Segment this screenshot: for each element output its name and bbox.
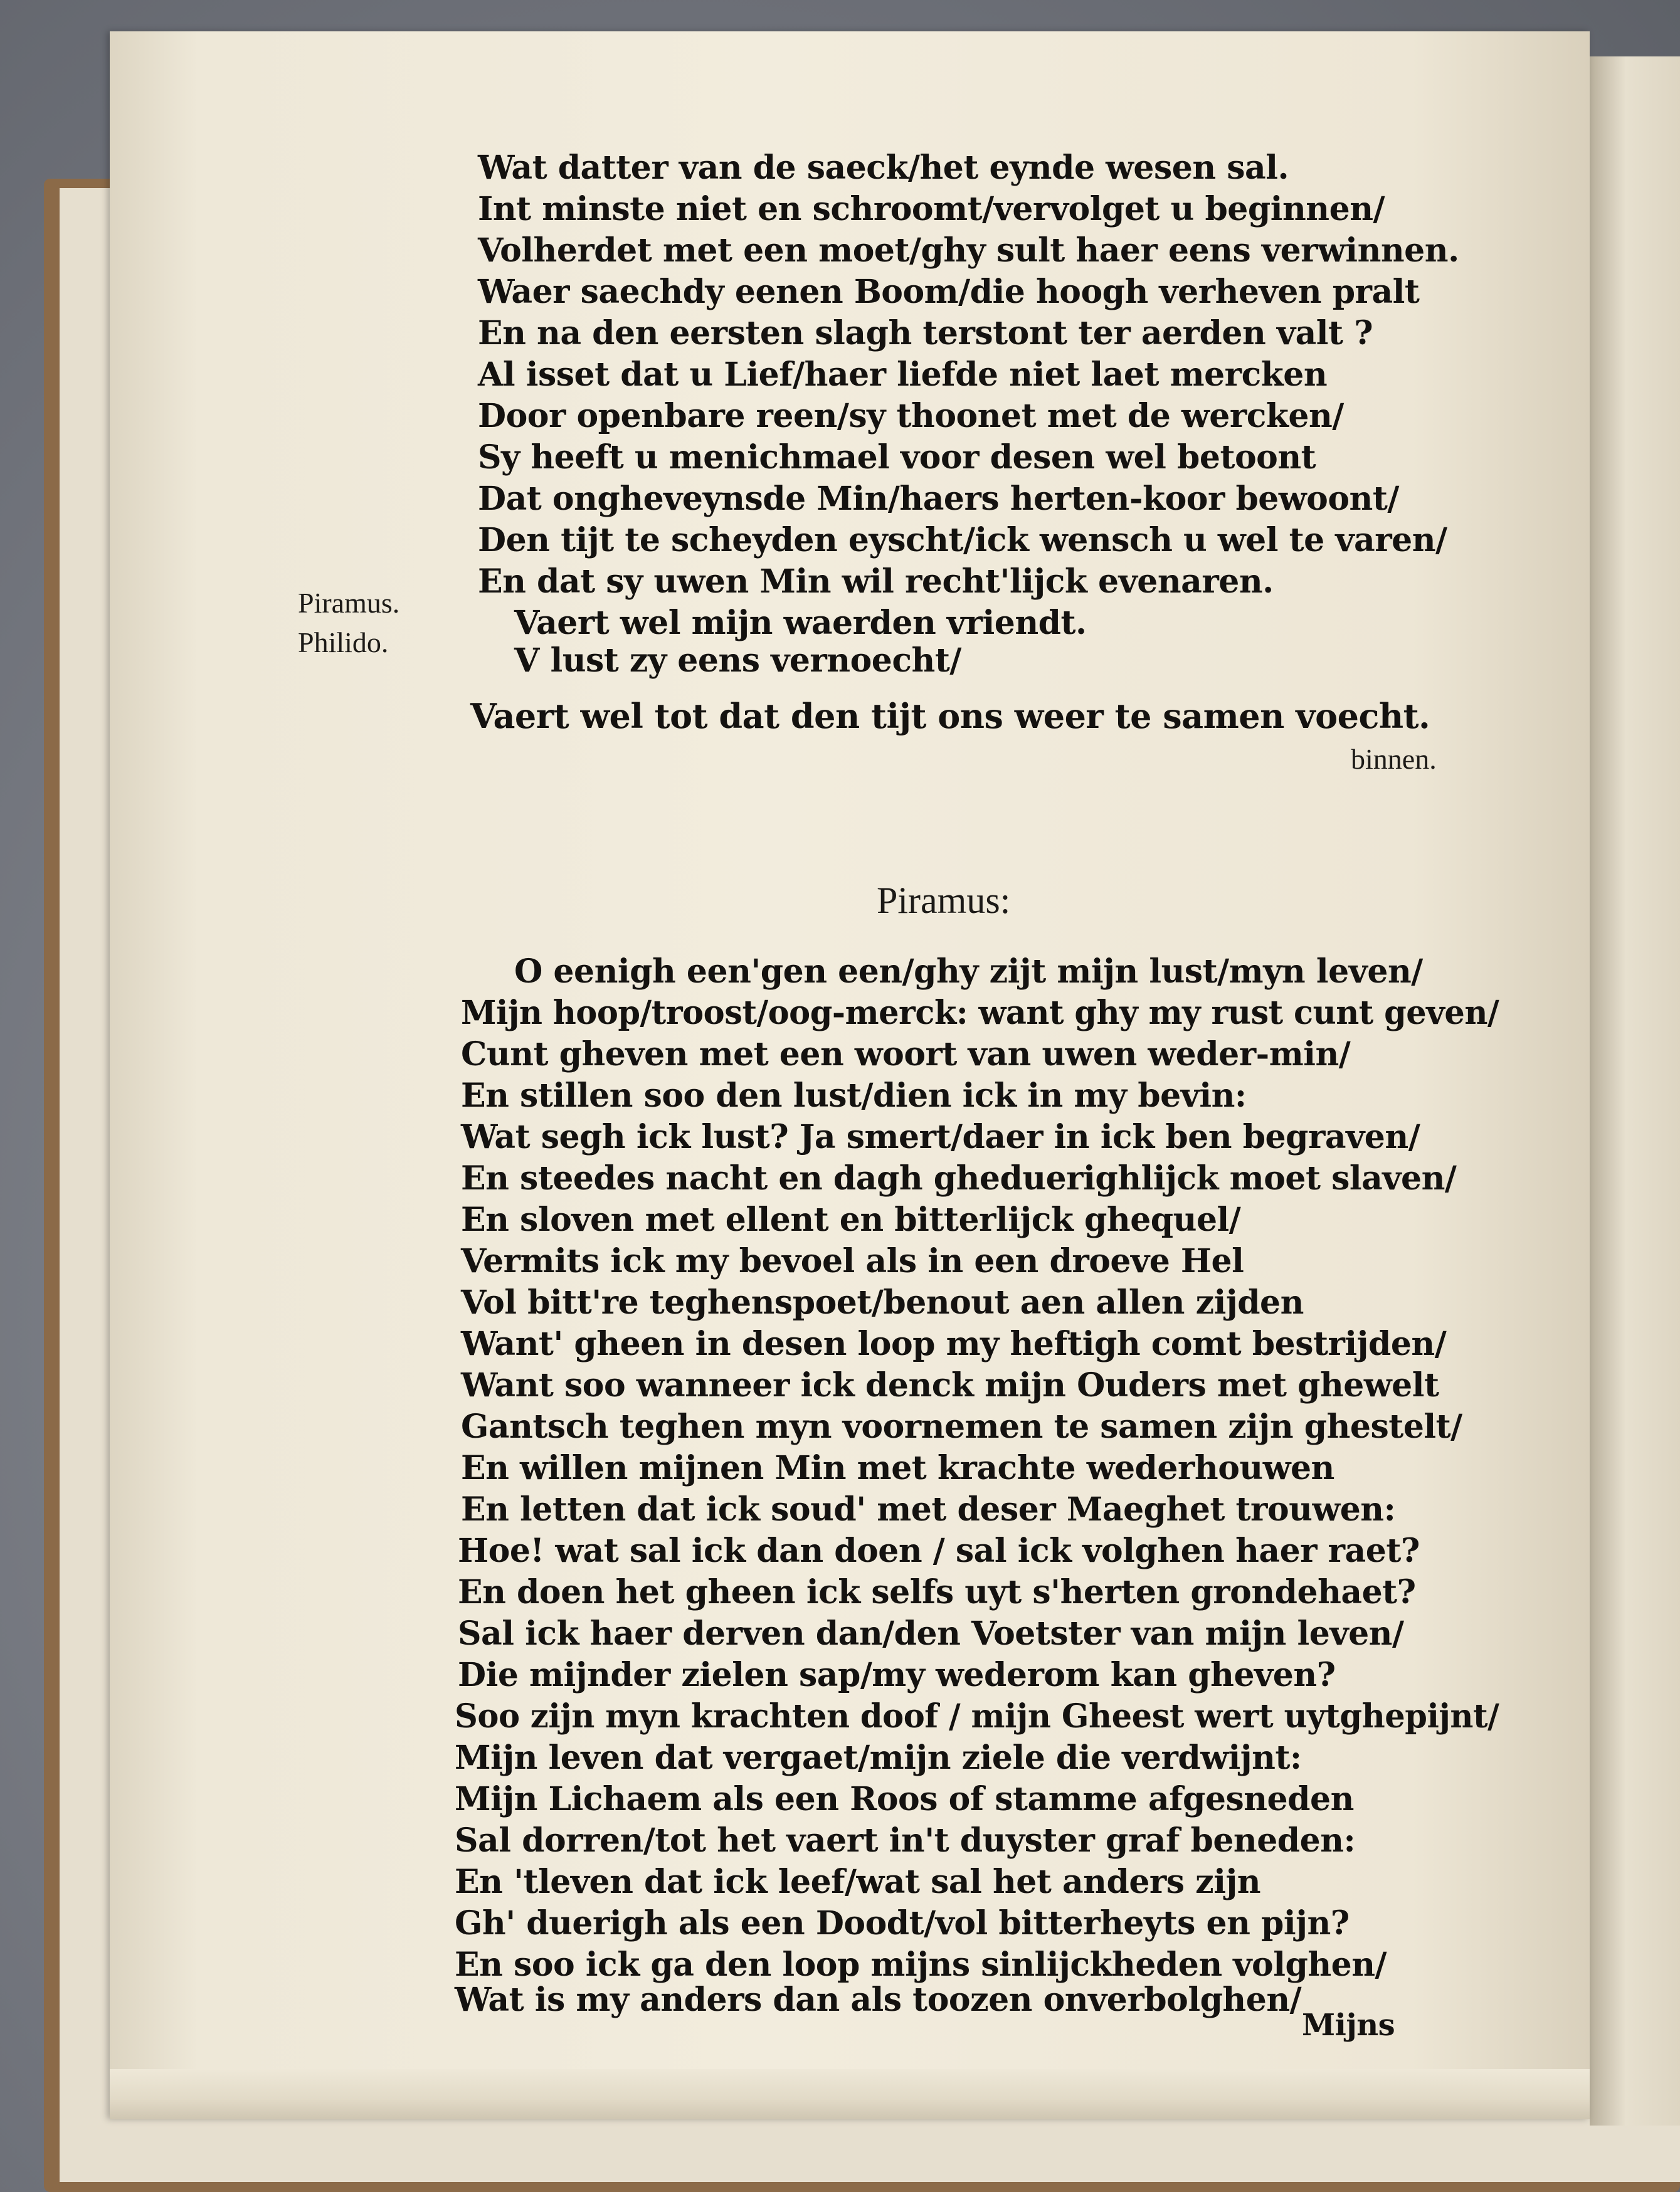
verse-line: Waer saechdy eenen Boom/die hoogh verheven pralt [478,273,1420,311]
speech-line: Wat segh ick lust? Ja smert/daer in ick ben begraven/ [461,1118,1420,1156]
speech-line: En stillen soo den lust/dien ick in my bevin: [461,1077,1247,1115]
speech-line: Sal dorren/tot het vaert in't duyster graf beneden: [455,1821,1356,1860]
section-title: Piramus: [877,880,1011,921]
speech-line: Vermits ick my bevoel als in een droeve Hel [461,1242,1244,1280]
facing-page-edge [1590,56,1680,2126]
speech-line: Soo zijn myn krachten doof / mijn Gheest wert uytghepijnt/ [455,1697,1499,1736]
verse-line: En na den eersten slagh terstont ter aerden valt ? [478,314,1373,352]
speech-line: Mijn Lichaem als een Roos of stamme afgesneden [455,1780,1354,1818]
dialogue-line: Vaert wel mijn waerden vriendt. [514,604,1087,642]
speech-line: En doen het gheen ick selfs uyt s'herten grondehaet? [458,1573,1416,1611]
speaker-name: Piramus. [298,587,400,619]
speech-line: Gh' duerigh als een Doodt/vol bitterheyts en pijn? [455,1904,1350,1942]
speech-line: Mijn leven dat vergaet/mijn ziele die verdwijnt: [455,1739,1302,1777]
speech-line: En willen mijnen Min met krachte wederhouwen [461,1449,1334,1487]
speech-line: Want' gheen in desen loop my heftigh comt bestrijden/ [461,1325,1447,1363]
stage-direction: binnen. [1351,743,1437,775]
speech-line: Wat is my anders dan als toozen onverbolghen/ [455,1981,1302,2019]
dialogue-line: V lust zy eens vernoecht/ [514,641,961,680]
speech-line: Hoe! wat sal ick dan doen / sal ick volghen haer raet? [458,1532,1420,1570]
speech-line: Mijn hoop/troost/oog-merck: want ghy my rust cunt geven/ [461,994,1499,1032]
speech-line: En 'tleven dat ick leef/wat sal het anders zijn [455,1863,1261,1901]
verse-line: Den tijt te scheyden eyscht/ick wensch u wel te varen/ [478,521,1447,559]
speech-line: En letten dat ick soud' met deser Maeghet trouwen: [461,1490,1396,1529]
speech-line: En sloven met ellent en bitterlijck ghequel/ [461,1201,1241,1239]
verse-line: Sy heeft u menichmael voor desen wel betoont [478,438,1316,477]
closing-line: Vaert wel tot dat den tijt ons weer te samen voecht. [470,696,1430,736]
catchword: Mijns [1302,2008,1395,2043]
speech-line: Want soo wanneer ick denck mijn Ouders met ghewelt [461,1366,1439,1404]
speech-line: En soo ick ga den loop mijns sinlijckheden volghen/ [455,1946,1387,1984]
page-bottom-edge [110,2069,1590,2119]
verse-line: En dat sy uwen Min wil recht'lijck evenaren. [478,562,1274,601]
verse-line: Al isset dat u Lief/haer liefde niet laet mercken [478,356,1328,394]
speech-line: Sal ick haer derven dan/den Voetster van mijn leven/ [458,1615,1404,1653]
speaker-name: Philido. [298,626,389,658]
speech-line: Die mijnder zielen sap/my wederom kan gheven? [458,1656,1336,1694]
verse-line: Door openbare reen/sy thoonet met de wercken/ [478,397,1344,435]
speech-line: O eenigh een'gen een/ghy zijt mijn lust/myn leven/ [514,952,1423,991]
verse-line: Int minste niet en schroomt/vervolget u beginnen/ [478,190,1385,228]
verse-line: Dat ongheveynsde Min/haers herten-koor bewoont/ [478,480,1399,518]
verse-line: Volherdet met een moet/ghy sult haer eens verwinnen. [478,231,1459,270]
verse-line: Wat datter van de saeck/het eynde wesen sal. [478,149,1289,187]
speech-line: Vol bitt're teghenspoet/benout aen allen zijden [461,1283,1304,1322]
speech-line: En steedes nacht en dagh gheduerighlijck moet slaven/ [461,1159,1457,1198]
speech-line: Cunt gheven met een woort van uwen weder-min/ [461,1035,1351,1073]
speech-line: Gantsch teghen myn voornemen te samen zijn ghestelt/ [461,1408,1462,1446]
